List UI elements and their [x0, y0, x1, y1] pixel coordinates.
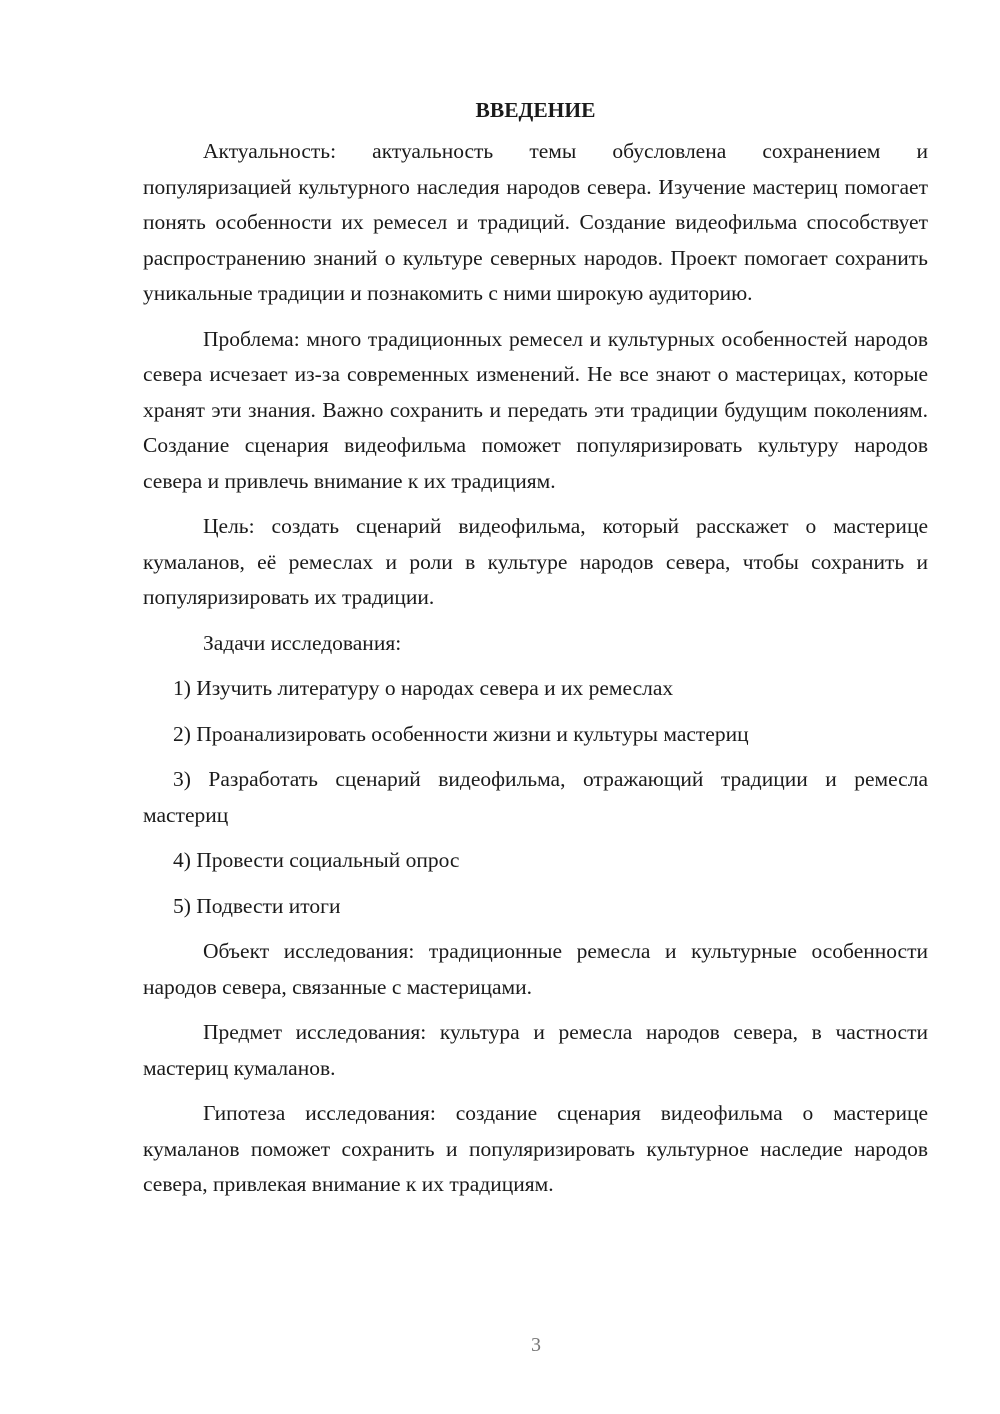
- page-title: ВВЕДЕНИЕ: [475, 98, 596, 122]
- relevance-paragraph: Актуальность: актуальность темы обусловлена сохранением и популяризацией культурного наследия народов севера. Изучение мастериц помогает понять особенности их ремесел и традиций. Создание видеофильма способствует распространению знаний о культуре северных народов. Проект помогает сохранить уникальные традиции и познакомить с ними широкую аудиторию.: [143, 139, 928, 305]
- problem-paragraph: Проблема: много традиционных ремесел и культурных особенностей народов севера исчезает из-за современных изменений. Не все знают о мастерицах, которые хранят эти знания. Важно сохранить и передать эти традиции будущим поколениям. Создание сценария видеофильма поможет популяризировать культуру народов севера и привлечь внимание к их традициям.: [143, 326, 928, 493]
- task-item-4: 4) Провести социальный опрос: [173, 848, 460, 872]
- page-content: [143, 96, 928, 1213]
- task-item-3: 3) Разработать сценарий видеофильма, отражающий традиции и ремесла мастериц: [143, 767, 928, 827]
- subject-paragraph: Предмет исследования: культура и ремесла народов севера, в частности мастериц кумаланов.: [143, 1020, 928, 1080]
- object-paragraph: Объект исследования: традиционные ремесла и культурные особенности народов севера, связанные с мастерицами.: [143, 939, 928, 999]
- task-item-2: 2) Проанализировать особенности жизни и культуры мастериц: [173, 721, 749, 746]
- tasks-list: [143, 671, 928, 924]
- task-item-1: 1) Изучить литературу о народах севера и их ремеслах: [173, 676, 674, 700]
- hypothesis-paragraph: Гипотеза исследования: создание сценария видеофильма о мастерице кумаланов поможет сохранить и популяризировать культурное наследие народов севера, привлекая внимание к их традициям.: [143, 1101, 928, 1196]
- task-item-5: 5) Подвести итоги: [173, 893, 341, 918]
- page-number: 3: [531, 1334, 541, 1356]
- goal-paragraph: Цель: создать сценарий видеофильма, который расскажет о мастерице кумаланов, её ремеслах и роли в культуре народов севера, чтобы сохранить и популяризировать их традиции.: [143, 514, 928, 609]
- tasks-heading: Задачи исследования:: [203, 630, 402, 655]
